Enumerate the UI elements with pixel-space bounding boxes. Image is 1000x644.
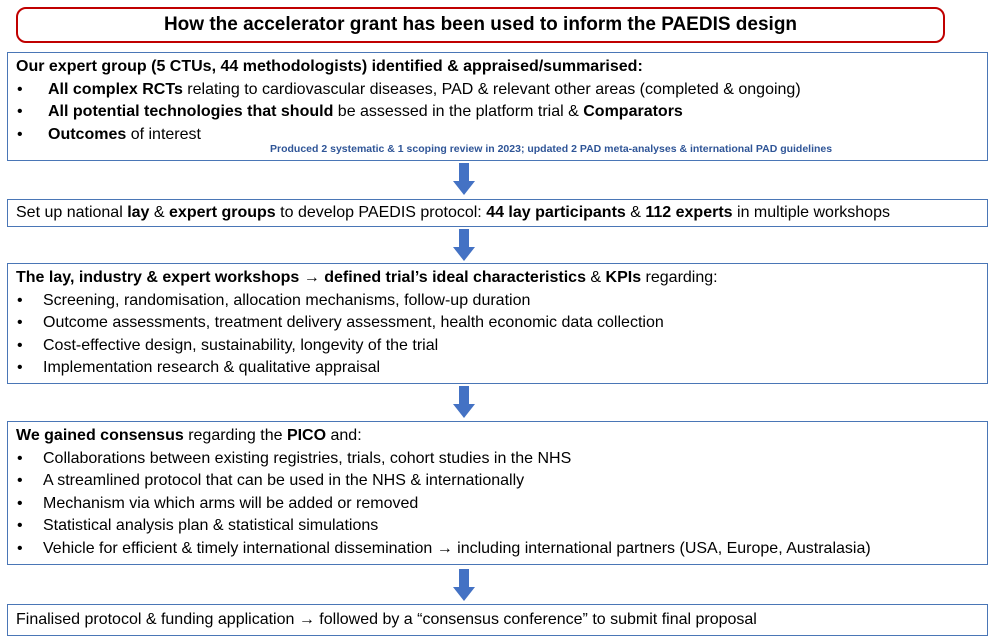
down-arrow-icon — [453, 386, 475, 418]
list-item: • Collaborations between existing registries, trials, cohort studies in the NHS — [16, 448, 987, 471]
reviews-note: Produced 2 systematic & 1 scoping review in 2023; updated 2 PAD meta-analyses & international PAD guidelines — [270, 143, 833, 155]
list-item: • All potential technologies that should be assessed in the platform trial & Comparators — [16, 101, 987, 124]
down-arrow-icon — [453, 569, 475, 601]
diagram-title: How the accelerator grant has been used to inform the PAEDIS design — [16, 7, 945, 43]
down-arrow-icon — [453, 229, 475, 261]
expert-group-heading: Our expert group (5 CTUs, 44 methodologists) identified & appraised/summarised: — [16, 58, 643, 75]
consensus-box — [7, 421, 988, 565]
list-item: • Vehicle for efficient & timely international dissemination → including international partners (USA, Europe, Australasia) — [16, 538, 987, 561]
list-item: • Mechanism via which arms will be added or removed — [16, 493, 987, 516]
list-item: • A streamlined protocol that can be used in the NHS & internationally — [16, 470, 987, 493]
list-item: • Implementation research & qualitative appraisal — [16, 357, 987, 380]
list-item: • Statistical analysis plan & statistical simulations — [16, 515, 987, 538]
list-item: • All complex RCTs relating to cardiovascular diseases, PAD & relevant other areas (completed & ongoing) — [16, 79, 987, 102]
expert-group-box — [7, 52, 988, 161]
consensus-heading: We gained consensus regarding the PICO and: — [16, 427, 362, 444]
down-arrow-icon — [453, 163, 475, 195]
workshops-box — [7, 263, 988, 384]
list-item: • Screening, randomisation, allocation mechanisms, follow-up duration — [16, 290, 987, 313]
list-item: • Outcome assessments, treatment delivery assessment, health economic data collection — [16, 312, 987, 335]
workshops-heading: The lay, industry & expert workshops → defined trial’s ideal characteristics & KPIs regarding: — [16, 269, 718, 286]
list-item: • Cost-effective design, sustainability, longevity of the trial — [16, 335, 987, 358]
lay-expert-groups-box: Set up national lay & expert groups to develop PAEDIS protocol: 44 lay participants & 112 experts in multiple workshops — [7, 199, 988, 227]
final-proposal-box: Finalised protocol & funding application → followed by a “consensus conference” to submit final proposal — [7, 604, 988, 636]
list-item: • Outcomes of interest — [16, 124, 987, 147]
